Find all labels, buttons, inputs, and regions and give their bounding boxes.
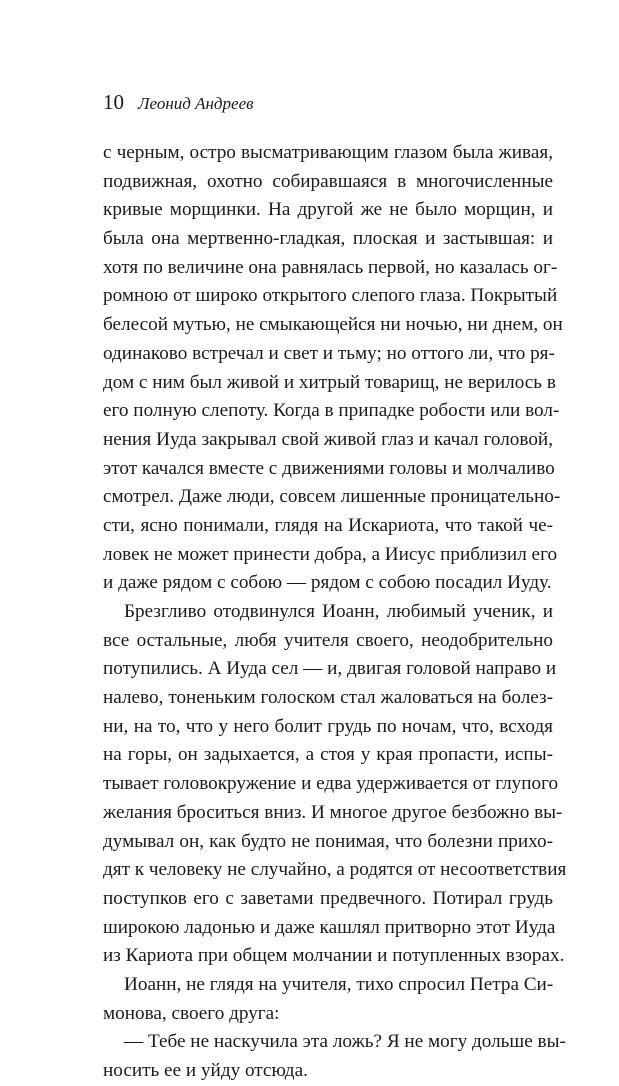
text-line: с черным, остро высматривающим глазом была живая, — [103, 142, 553, 163]
text-line: сти, ясно понимали, глядя на Искариота, что такой че- — [103, 514, 553, 536]
running-title-author: Леонид Андреев — [138, 94, 254, 113]
text-line: дом с ним был живой и хитрый товарищ, не верилось в — [103, 371, 556, 393]
text-line: Брезгливо отодвинулся Иоанн, любимый ученик, и — [124, 601, 553, 622]
text-line: думывал он, как будто не понимая, что болезни прихо- — [103, 830, 553, 852]
text-line: хотя по величине она равнялась первой, но казалась ог- — [103, 256, 558, 278]
text-line: ромною от широко открытого слепого глаза. Покрытый — [103, 285, 558, 307]
text-line: кривые морщинки. На другой же не было морщин, и — [103, 199, 553, 221]
text-line: нения Иуда закрывал свой живой глаз и качал головой, — [103, 428, 553, 450]
text-line: белесой мутью, не смыкающейся ни ночью, ни днем, он — [103, 314, 563, 336]
text-line: тывает головокружение и едва удерживается от глупого — [103, 773, 559, 795]
text-line: все остальные, любя учителя своего, неодобрительно — [103, 629, 553, 651]
text-line: дят к человеку не случайно, а родятся от несоответствия — [103, 859, 567, 881]
text-line: — Тебе не наскучила эта ложь? Я не могу дольше вы- — [124, 1031, 566, 1053]
text-line: ни, на то, что у него болит грудь по ночам, что, всходя — [103, 715, 553, 737]
text-body — [103, 139, 567, 1086]
paragraph — [103, 598, 567, 971]
text-line: из Кариота при общем молчании и потупленных взорах. — [103, 945, 565, 967]
text-line: налево, тоненьким голоском стал жаловаться на болез- — [103, 687, 553, 709]
text-line: на горы, он задыхается, а стоя у края пропасти, испы- — [103, 744, 553, 766]
text-line: потупились. А Иуда сел — и, двигая головой направо и — [103, 658, 557, 680]
text-line: и даже рядом с собою — рядом с собою посадил Иуду. — [103, 572, 552, 594]
text-line: Иоанн, не глядя на учителя, тихо спросил Петра Си- — [124, 973, 554, 995]
text-line: широкою ладонью и даже кашлял притворно этот Иуда — [103, 916, 556, 938]
text-line: была она мертвенно-гладкая, плоская и застывшая: и — [103, 228, 553, 250]
text-line: одинаково встречал и свет и тьму; но оттого ли, что ря- — [103, 342, 555, 364]
text-line: ловек не может принести добра, а Иисус приблизил его — [103, 543, 558, 565]
text-line: желания броситься вниз. И многое другое безбожно вы- — [103, 801, 563, 823]
text-line: монова, своего друга: — [103, 1002, 280, 1024]
paragraph — [103, 139, 563, 598]
text-line: подвижная, охотно собиравшаяся в многочисленные — [103, 170, 553, 192]
text-line: носить ее и уйду отсюда. — [103, 1060, 308, 1081]
page-number: 10 — [103, 90, 124, 114]
paragraph — [103, 1028, 566, 1085]
text-line: этот качался вместе с движениями головы и молчаливо — [103, 457, 555, 479]
running-head — [103, 90, 254, 115]
text-line: смотрел. Даже люди, совсем лишенные проницательно- — [103, 486, 561, 508]
text-line: поступков его с заветами предвечного. Потирал грудь — [103, 887, 553, 909]
text-line: его полную слепоту. Когда в припадке робости или вол- — [103, 400, 560, 422]
